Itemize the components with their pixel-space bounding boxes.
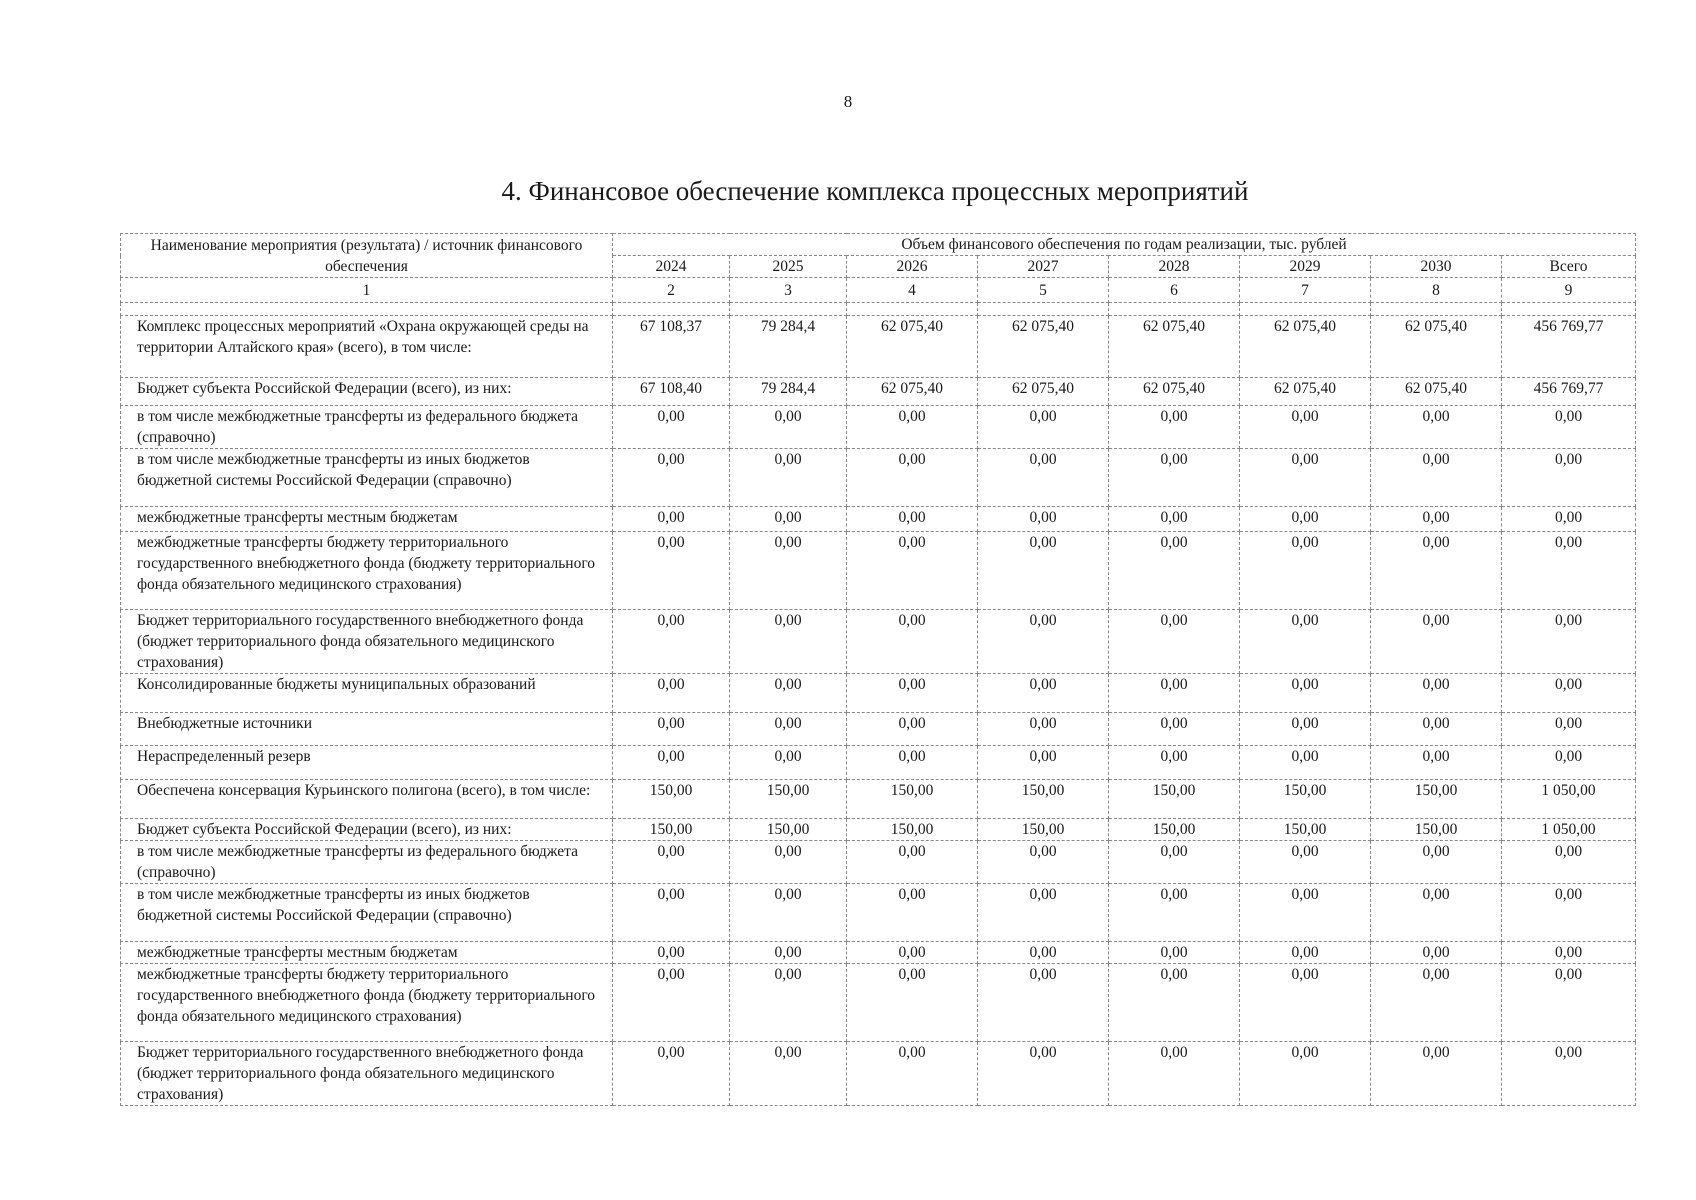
row-value: 62 075,40 <box>1240 378 1371 406</box>
row-value: 0,00 <box>1240 532 1371 610</box>
row-value: 0,00 <box>1371 964 1502 1042</box>
row-value: 0,00 <box>730 406 847 449</box>
row-value: 0,00 <box>978 964 1109 1042</box>
financing-table <box>120 233 1636 1106</box>
row-total: 0,00 <box>1502 507 1636 532</box>
table-row <box>121 780 1636 819</box>
row-name: Бюджет территориального государственного внебюджетного фонда (бюджет территориального фонда обязательного медицинского страхования) <box>121 1042 613 1106</box>
row-value: 150,00 <box>1109 780 1240 819</box>
row-name: межбюджетные трансферты бюджету территориального государственного внебюджетного фонда (бюджету территориального фонда обязательного медицинского страхования) <box>121 532 613 610</box>
row-value: 0,00 <box>1109 841 1240 884</box>
row-total: 0,00 <box>1502 532 1636 610</box>
row-value: 0,00 <box>730 713 847 746</box>
row-value: 0,00 <box>1371 532 1502 610</box>
row-value: 0,00 <box>847 449 978 507</box>
spacer-row <box>121 303 1636 316</box>
row-value: 0,00 <box>1109 1042 1240 1106</box>
row-value: 0,00 <box>1109 532 1240 610</box>
row-value: 0,00 <box>847 406 978 449</box>
row-value: 0,00 <box>1371 610 1502 674</box>
row-value: 0,00 <box>1240 841 1371 884</box>
row-value: 0,00 <box>1371 449 1502 507</box>
row-value: 0,00 <box>1109 674 1240 713</box>
section-title: 4. Финансовое обеспечение комплекса процессных мероприятий <box>501 176 1249 206</box>
row-value: 0,00 <box>1109 406 1240 449</box>
row-value: 0,00 <box>978 713 1109 746</box>
table-body <box>121 303 1636 1106</box>
row-value: 0,00 <box>1109 746 1240 780</box>
row-value: 79 284,4 <box>730 378 847 406</box>
row-value: 0,00 <box>1371 884 1502 942</box>
row-value: 0,00 <box>847 942 978 964</box>
row-name: в том числе межбюджетные трансферты из иных бюджетов бюджетной системы Российской Федерации (справочно) <box>121 449 613 507</box>
row-value: 150,00 <box>613 780 730 819</box>
row-value: 150,00 <box>978 819 1109 841</box>
year-header: 2029 <box>1240 256 1371 278</box>
row-value: 0,00 <box>847 532 978 610</box>
row-value: 0,00 <box>847 884 978 942</box>
row-value: 0,00 <box>978 942 1109 964</box>
row-total: 456 769,77 <box>1502 316 1636 378</box>
table-row <box>121 316 1636 378</box>
row-value: 0,00 <box>1240 507 1371 532</box>
year-header: 2028 <box>1109 256 1240 278</box>
total-header: Всего <box>1502 256 1636 278</box>
row-value: 67 108,37 <box>613 316 730 378</box>
row-value: 0,00 <box>1240 713 1371 746</box>
row-value: 62 075,40 <box>1371 378 1502 406</box>
name-column-header: Наименование мероприятия (результата) / источник финансового обеспечения <box>121 234 613 278</box>
row-value: 0,00 <box>730 884 847 942</box>
row-value: 0,00 <box>847 713 978 746</box>
row-name: Нераспределенный резерв <box>121 746 613 780</box>
row-name: межбюджетные трансферты бюджету территориального государственного внебюджетного фонда (бюджету территориального фонда обязательного медицинского страхования) <box>121 964 613 1042</box>
row-value: 0,00 <box>730 532 847 610</box>
row-value: 0,00 <box>730 942 847 964</box>
table-row <box>121 532 1636 610</box>
row-total: 0,00 <box>1502 449 1636 507</box>
row-total: 0,00 <box>1502 964 1636 1042</box>
row-value: 0,00 <box>978 841 1109 884</box>
row-total: 0,00 <box>1502 884 1636 942</box>
page-number: 8 <box>843 92 853 111</box>
row-value: 62 075,40 <box>1240 316 1371 378</box>
row-total: 0,00 <box>1502 841 1636 884</box>
row-value: 0,00 <box>1371 746 1502 780</box>
row-total: 0,00 <box>1502 713 1636 746</box>
row-value: 150,00 <box>613 819 730 841</box>
row-value: 0,00 <box>613 884 730 942</box>
row-value: 0,00 <box>1371 942 1502 964</box>
row-value: 62 075,40 <box>1109 316 1240 378</box>
row-value: 0,00 <box>1240 746 1371 780</box>
row-value: 0,00 <box>1240 884 1371 942</box>
table-row <box>121 610 1636 674</box>
table-row <box>121 674 1636 713</box>
row-value: 0,00 <box>1240 942 1371 964</box>
table-row <box>121 964 1636 1042</box>
row-value: 0,00 <box>613 942 730 964</box>
row-name: Комплекс процессных мероприятий «Охрана окружающей среды на территории Алтайского края» (всего), в том числе: <box>121 316 613 378</box>
row-value: 0,00 <box>978 610 1109 674</box>
row-name: в том числе межбюджетные трансферты из федерального бюджета (справочно) <box>121 406 613 449</box>
row-value: 0,00 <box>613 406 730 449</box>
row-value: 0,00 <box>847 507 978 532</box>
row-value: 0,00 <box>978 449 1109 507</box>
row-value: 0,00 <box>1240 610 1371 674</box>
row-total: 0,00 <box>1502 942 1636 964</box>
row-value: 62 075,40 <box>978 378 1109 406</box>
row-value: 62 075,40 <box>1371 316 1502 378</box>
year-header: 2026 <box>847 256 978 278</box>
row-value: 0,00 <box>978 674 1109 713</box>
row-name: Внебюджетные источники <box>121 713 613 746</box>
row-value: 62 075,40 <box>1109 378 1240 406</box>
row-name: межбюджетные трансферты местным бюджетам <box>121 942 613 964</box>
row-name: Бюджет субъекта Российской Федерации (всего), из них: <box>121 819 613 841</box>
row-value: 0,00 <box>613 610 730 674</box>
row-value: 0,00 <box>978 1042 1109 1106</box>
row-value: 0,00 <box>1109 942 1240 964</box>
table-row <box>121 406 1636 449</box>
row-value: 0,00 <box>613 449 730 507</box>
row-value: 0,00 <box>1109 964 1240 1042</box>
row-value: 0,00 <box>1371 406 1502 449</box>
row-value: 150,00 <box>847 819 978 841</box>
row-value: 0,00 <box>847 1042 978 1106</box>
table-row <box>121 746 1636 780</box>
row-value: 0,00 <box>1240 964 1371 1042</box>
row-value: 0,00 <box>730 964 847 1042</box>
column-number: 7 <box>1240 278 1371 303</box>
table-header <box>121 234 1636 303</box>
year-header: 2025 <box>730 256 847 278</box>
row-value: 0,00 <box>613 1042 730 1106</box>
row-value: 150,00 <box>847 780 978 819</box>
table-row <box>121 1042 1636 1106</box>
table-row <box>121 819 1636 841</box>
column-number: 5 <box>978 278 1109 303</box>
row-value: 62 075,40 <box>847 378 978 406</box>
row-value: 0,00 <box>847 674 978 713</box>
row-total: 0,00 <box>1502 674 1636 713</box>
row-value: 0,00 <box>847 746 978 780</box>
volume-column-header: Объем финансового обеспечения по годам реализации, тыс. рублей <box>613 234 1636 256</box>
row-value: 150,00 <box>1240 780 1371 819</box>
row-value: 0,00 <box>978 746 1109 780</box>
row-value: 150,00 <box>1371 780 1502 819</box>
row-value: 0,00 <box>613 964 730 1042</box>
column-number: 3 <box>730 278 847 303</box>
row-value: 150,00 <box>1240 819 1371 841</box>
row-value: 0,00 <box>613 713 730 746</box>
row-value: 0,00 <box>730 610 847 674</box>
column-number: 9 <box>1502 278 1636 303</box>
row-value: 0,00 <box>978 406 1109 449</box>
year-header: 2024 <box>613 256 730 278</box>
row-value: 0,00 <box>730 746 847 780</box>
column-number: 8 <box>1371 278 1502 303</box>
year-header: 2027 <box>978 256 1109 278</box>
row-value: 79 284,4 <box>730 316 847 378</box>
table-row <box>121 713 1636 746</box>
row-value: 0,00 <box>1240 449 1371 507</box>
row-value: 0,00 <box>1371 507 1502 532</box>
row-total: 1 050,00 <box>1502 780 1636 819</box>
row-value: 67 108,40 <box>613 378 730 406</box>
row-value: 0,00 <box>1240 674 1371 713</box>
column-number: 6 <box>1109 278 1240 303</box>
row-value: 0,00 <box>1109 449 1240 507</box>
row-value: 0,00 <box>730 1042 847 1106</box>
row-value: 0,00 <box>1240 406 1371 449</box>
row-value: 0,00 <box>613 532 730 610</box>
row-value: 0,00 <box>978 507 1109 532</box>
row-name: Бюджет территориального государственного внебюджетного фонда (бюджет территориального фонда обязательного медицинского страхования) <box>121 610 613 674</box>
table-row <box>121 449 1636 507</box>
row-value: 0,00 <box>847 610 978 674</box>
year-header: 2030 <box>1371 256 1502 278</box>
row-total: 0,00 <box>1502 1042 1636 1106</box>
row-value: 150,00 <box>1109 819 1240 841</box>
row-name: Обеспечена консервация Курьинского полигона (всего), в том числе: <box>121 780 613 819</box>
row-total: 0,00 <box>1502 746 1636 780</box>
table-row <box>121 507 1636 532</box>
row-name: межбюджетные трансферты местным бюджетам <box>121 507 613 532</box>
row-value: 0,00 <box>613 507 730 532</box>
table-row <box>121 841 1636 884</box>
row-value: 0,00 <box>730 841 847 884</box>
row-value: 0,00 <box>730 674 847 713</box>
row-value: 0,00 <box>613 674 730 713</box>
row-value: 0,00 <box>1371 674 1502 713</box>
row-value: 0,00 <box>1109 610 1240 674</box>
table-row <box>121 378 1636 406</box>
row-value: 0,00 <box>1371 841 1502 884</box>
row-value: 0,00 <box>1371 713 1502 746</box>
row-value: 0,00 <box>1109 507 1240 532</box>
row-value: 0,00 <box>1240 1042 1371 1106</box>
row-total: 1 050,00 <box>1502 819 1636 841</box>
row-value: 150,00 <box>978 780 1109 819</box>
row-value: 0,00 <box>613 841 730 884</box>
row-name: Бюджет субъекта Российской Федерации (всего), из них: <box>121 378 613 406</box>
row-value: 62 075,40 <box>978 316 1109 378</box>
row-value: 0,00 <box>1109 884 1240 942</box>
row-total: 0,00 <box>1502 610 1636 674</box>
row-value: 150,00 <box>1371 819 1502 841</box>
row-name: Консолидированные бюджеты муниципальных образований <box>121 674 613 713</box>
row-value: 0,00 <box>847 964 978 1042</box>
row-value: 0,00 <box>730 507 847 532</box>
table-row <box>121 884 1636 942</box>
row-name: в том числе межбюджетные трансферты из федерального бюджета (справочно) <box>121 841 613 884</box>
row-value: 150,00 <box>730 819 847 841</box>
row-total: 0,00 <box>1502 406 1636 449</box>
row-value: 0,00 <box>613 746 730 780</box>
row-value: 150,00 <box>730 780 847 819</box>
row-value: 62 075,40 <box>847 316 978 378</box>
row-value: 0,00 <box>1371 1042 1502 1106</box>
row-value: 0,00 <box>847 841 978 884</box>
column-number: 2 <box>613 278 730 303</box>
row-value: 0,00 <box>1109 713 1240 746</box>
row-value: 0,00 <box>730 449 847 507</box>
row-name: в том числе межбюджетные трансферты из иных бюджетов бюджетной системы Российской Федерации (справочно) <box>121 884 613 942</box>
row-value: 0,00 <box>978 532 1109 610</box>
column-number: 1 <box>121 278 613 303</box>
table-row <box>121 942 1636 964</box>
row-value: 0,00 <box>978 884 1109 942</box>
column-number: 4 <box>847 278 978 303</box>
row-total: 456 769,77 <box>1502 378 1636 406</box>
